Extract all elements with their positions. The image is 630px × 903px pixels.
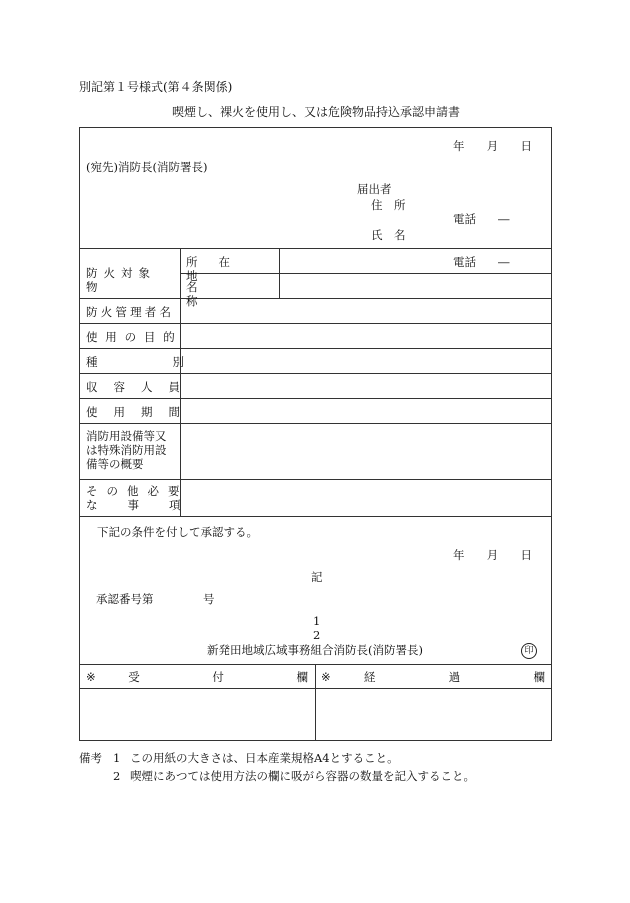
submission-date: 年 月 日 — [453, 139, 532, 153]
location-phone-label: 電話 — [453, 255, 476, 269]
name-of-object-label: 名称 — [186, 280, 260, 308]
capacity-label: 収容人員 — [86, 380, 196, 394]
applicant-label: 届出者 — [357, 182, 392, 196]
condition-item-1: 1 — [313, 614, 321, 628]
fire-manager-label: 防火管理者名 — [86, 305, 175, 319]
note-2-number: 2 — [113, 769, 121, 783]
approval-conditions: 下記の条件を付して承認する。 — [97, 525, 258, 539]
progress-column-header: ※ 経 過 欄 — [321, 670, 545, 684]
address-label: 住 所 — [371, 198, 406, 212]
signer: 新発田地域広域事務組合消防長(消防署長) — [207, 643, 423, 657]
notes-label: 備考 — [79, 751, 102, 765]
name-label: 氏 名 — [371, 228, 406, 242]
ki-heading: 記 — [311, 570, 323, 584]
note-1-number: 1 — [113, 751, 121, 765]
seal-mark: 印 — [521, 643, 537, 659]
approval-number-label: 承認番号第 — [96, 592, 154, 606]
equipment-label: 消防用設備等又 は特殊消防用設 備等の概要 — [86, 429, 167, 471]
purpose-label: 使用の目的 — [86, 330, 183, 344]
addressee: (宛先)消防長(消防署長) — [86, 160, 208, 174]
applicant-phone-label: 電話 — [453, 212, 476, 226]
note-2-text: 喫煙にあつては使用方法の欄に吸がら容器の数量を記入すること。 — [130, 769, 475, 783]
reception-column-header: ※ 受 付 欄 — [86, 670, 308, 684]
type-label: 種別 — [86, 355, 259, 369]
applicant-phone-dash: ― — [498, 212, 510, 226]
other-matters-label: その他必要 な事項 — [86, 484, 211, 512]
approval-number-suffix: 号 — [203, 592, 215, 606]
period-label: 使用期間 — [86, 405, 196, 419]
approval-date: 年 月 日 — [453, 548, 532, 562]
note-1-text: この用紙の大きさは、日本産業規格A4とすること。 — [130, 751, 399, 765]
location-label: 所在地 — [186, 255, 251, 283]
location-phone-dash: ― — [498, 255, 510, 269]
fire-object-label: 防火対象物 — [86, 266, 156, 294]
condition-item-2: 2 — [313, 628, 321, 642]
form-title: 喫煙し、裸火を使用し、又は危険物品持込承認申請書 — [172, 105, 461, 119]
form-number: 別記第１号様式(第４条関係) — [79, 80, 233, 94]
